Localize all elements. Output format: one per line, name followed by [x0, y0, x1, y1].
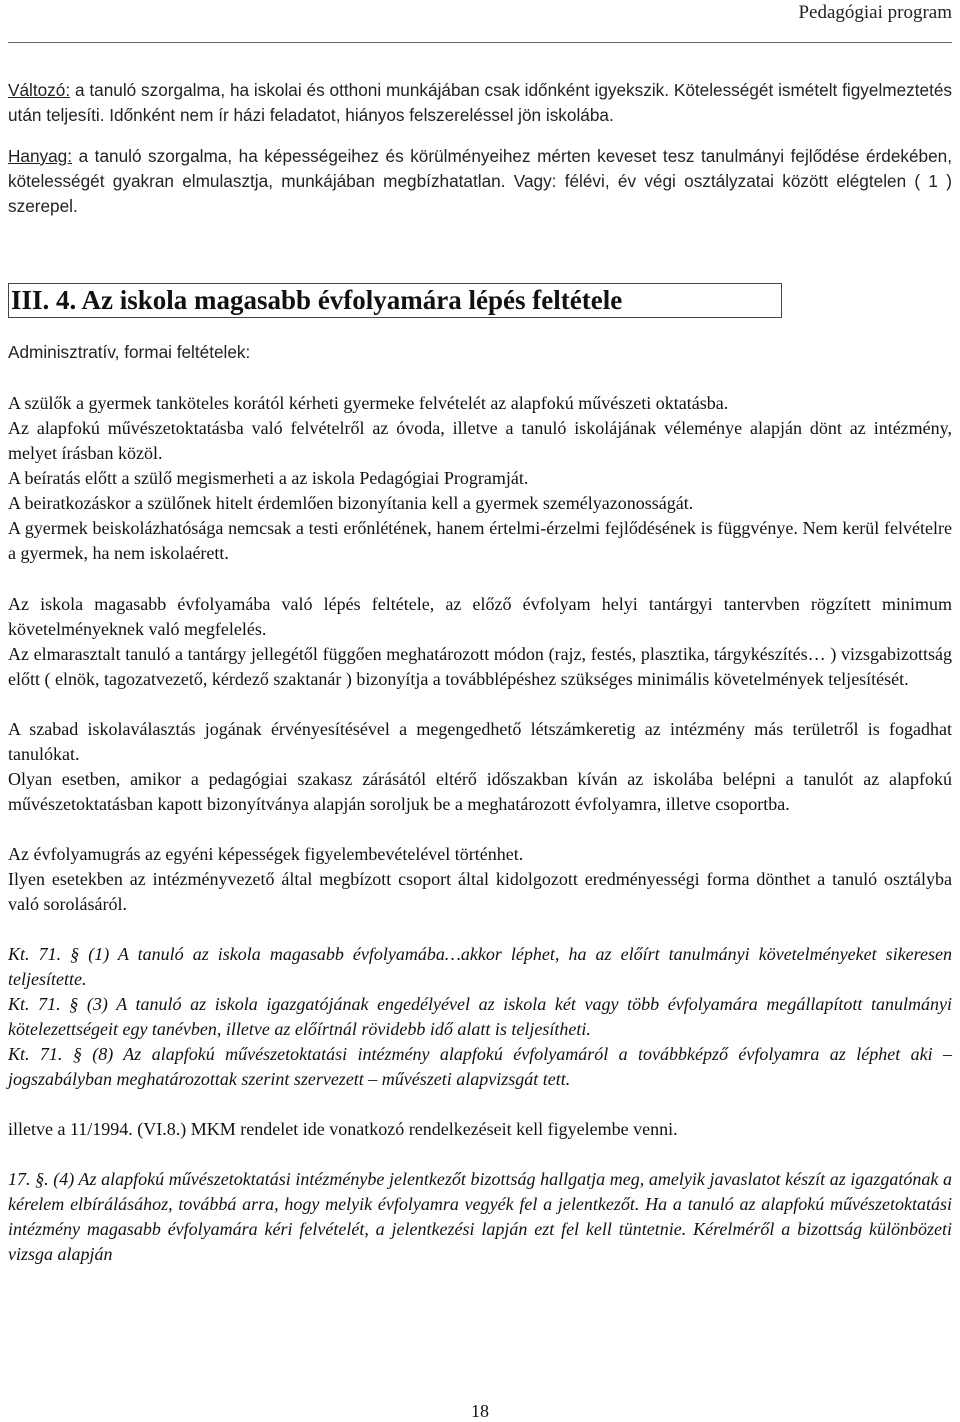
valtozo-text: a tanuló szorgalma, ha iskolai és otthoni munkájában csak időnként igyekszik. Kötelességét ismételt figyelmeztetés után teljesíti. Időnként nem ír házi feladatot, hiányos felszereléssel jön iskolába. — [8, 80, 952, 125]
paragraph: Az iskola magasabb évfolyamába való lépés feltétele, az előző évfolyam helyi tantárgyi tantervben rögzített minimum követelményeknek való megfelelés. — [8, 594, 952, 639]
document-body — [8, 78, 952, 1267]
hanyag-text: a tanuló szorgalma, ha képességeihez és körülményeihez mérten keveset tesz tanulmányi fejlődése érdekében, kötelességét gyakran elmulasztja, munkájában megbízhatatlan. Vagy: félévi, év végi osztályzatai között elégtelen ( 1 ) szerepel. — [8, 146, 952, 216]
section-heading: III. 4. Az iskola magasabb évfolyamára lépés feltétele — [8, 283, 782, 318]
valtozo-paragraph — [8, 78, 952, 128]
page-number: 18 — [471, 1401, 489, 1421]
paragraph: A szabad iskolaválasztás jogának érvényesítésével a megengedhető létszámkeretig az intézmény más területről is fogadhat tanulókat. — [8, 719, 952, 764]
hanyag-paragraph — [8, 144, 952, 219]
hanyag-label: Hanyag: — [8, 146, 73, 166]
section-subtitle: Adminisztratív, formai feltételek: — [8, 342, 251, 362]
page-header-title: Pedagógiai program — [798, 2, 952, 23]
paragraph: A beíratás előtt a szülő megismerheti a az iskola Pedagógiai Programját. — [8, 468, 529, 488]
paragraph: A gyermek beiskolázhatósága nemcsak a testi erőnlétének, hanem értelmi-érzelmi fejlődésének is függvénye. Nem kerül felvételre a gyermek, ha nem iskolaérett. — [8, 518, 952, 563]
legal-quote: Kt. 71. § (8) Az alapfokú művészetoktatási intézmény alapfokú évfolyamáról a továbbképző évfolyamra az léphet aki – jogszabályban meghatározottak szerint szervezett – művészeti alapvizsgát tett. — [8, 1044, 952, 1089]
paragraph: A szülők a gyermek tanköteles korától kérheti gyermeke felvételét az alapfokú művészeti oktatásba. — [8, 393, 729, 413]
final-paragraph: 17. §. (4) Az alapfokú művészetoktatási intézménybe jelentkezőt bizottság hallgatja meg, amelyik javaslatot készít az igazgatónak a kérelem elbírálásához, továbbá arra, hogy melyik évfolyamra vegyék fel a jelentkezőt. Ha a tanuló az alapfokú művészetoktatási intézmény magasabb évfolyamára kéri felvételét, a jelentkezési lapján ezt fel kell tüntetnie. Kérelméről a bizottság különbözeti vizsga alapján — [8, 1169, 952, 1264]
paragraph: Az elmarasztalt tanuló a tantárgy jellegétől függően meghatározott módon (rajz, festés, plasztika, tárgykészítés… ) vizsgabizottság előtt ( elnök, tagozatvezető, kérdező szaktanár ) bizonyítja a továbblépéshez szükséges minimális követelmények teljesítését. — [8, 644, 952, 689]
header-divider — [8, 42, 952, 43]
legal-quote: Kt. 71. § (3) A tanuló az iskola igazgatójának engedélyével az iskola két vagy több évfolyamára megállapított tanulmányi kötelezettségeit egy tanévben, illetve az előírtnál rövidebb idő alatt is teljesítheti. — [8, 994, 952, 1039]
valtozo-label: Változó: — [8, 80, 71, 100]
paragraph: Ilyen esetekben az intézményvezető által megbízott csoport által kidolgozott eredményességi forma dönthet a tanuló osztályba való sorolásáról. — [8, 869, 952, 914]
paragraph: Olyan esetben, amikor a pedagógiai szakasz zárásától eltérő időszakban kíván az iskolába belépni a tanulót az alapfokú művészetoktatásban kapott bizonyítványa alapján soroljuk be a meghatározott évfolyamra, illetve csoportba. — [8, 769, 952, 814]
paragraph: A beiratkozáskor a szülőnek hitelt érdemlően bizonyítania kell a gyermek személyazonosságát. — [8, 493, 694, 513]
legal-quote: Kt. 71. § (1) A tanuló az iskola magasabb évfolyamába…akkor léphet, ha az előírt tanulmányi követelményeket sikeresen teljesítette. — [8, 944, 952, 989]
paragraph: Az alapfokú művészetoktatásba való felvételről az óvoda, illetve a tanuló iskolájának véleménye alapján dönt az intézmény, melyet írásban közöl. — [8, 418, 952, 463]
paragraph: Az évfolyamugrás az egyéni képességek figyelembevételével történhet. — [8, 844, 524, 864]
decree-note: illetve a 11/1994. (VI.8.) MKM rendelet ide vonatkozó rendelkezéseit kell figyelembe venni. — [8, 1119, 678, 1139]
